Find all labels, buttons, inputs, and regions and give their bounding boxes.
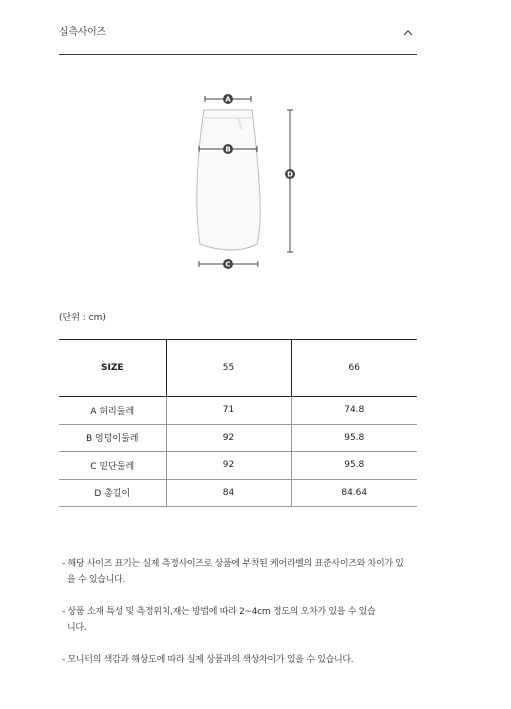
- cell-value: 74.8: [291, 397, 417, 425]
- header-55: 55: [166, 340, 291, 397]
- cell-value: 95.8: [291, 424, 417, 452]
- table-row: [59, 452, 417, 480]
- row-label: D 총길이: [59, 479, 166, 507]
- section-title: 실측사이즈: [59, 27, 106, 38]
- skirt-measurement-diagram: [190, 88, 310, 273]
- chevron-up-icon[interactable]: [401, 26, 415, 40]
- table-row: [59, 397, 417, 425]
- size-section-header[interactable]: [59, 22, 417, 55]
- cell-value: 95.8: [291, 452, 417, 480]
- note-item: - 모니터의 색감과 해상도에 따라 실제 상품과의 색상차이가 있을 수 있습니다.: [62, 655, 354, 665]
- header-size: SIZE: [59, 340, 166, 397]
- cell-value: 84: [166, 479, 291, 507]
- marker-b-label: B: [225, 145, 231, 154]
- note-item: - 상품 소재 특성 및 측정위치,재는 방법에 따라 2~4cm 정도의 오차가 있을 수 있습니다.: [62, 607, 376, 633]
- cell-value: 84.64: [291, 479, 417, 507]
- table-header-row: [59, 340, 417, 397]
- marker-d-label: D: [287, 170, 293, 179]
- skirt-outline: [197, 110, 260, 250]
- size-table: [59, 339, 417, 507]
- row-label: C 밑단둘레: [59, 452, 166, 480]
- table-row: [59, 479, 417, 507]
- row-label: A 허리둘레: [59, 397, 166, 425]
- marker-c-label: C: [225, 260, 231, 269]
- notes: [62, 556, 417, 684]
- marker-a-label: A: [225, 95, 231, 104]
- row-label: B 엉덩이둘레: [59, 424, 166, 452]
- table-row: [59, 424, 417, 452]
- note-item: - 해당 사이즈 표기는 실제 측정사이즈로 상품에 부착된 케어라벨의 표준사이즈와 차이가 있을 수 있습니다.: [62, 559, 404, 585]
- cell-value: 92: [166, 452, 291, 480]
- unit-label: (단위 : cm): [59, 313, 106, 323]
- cell-value: 92: [166, 424, 291, 452]
- cell-value: 71: [166, 397, 291, 425]
- header-66: 66: [291, 340, 417, 397]
